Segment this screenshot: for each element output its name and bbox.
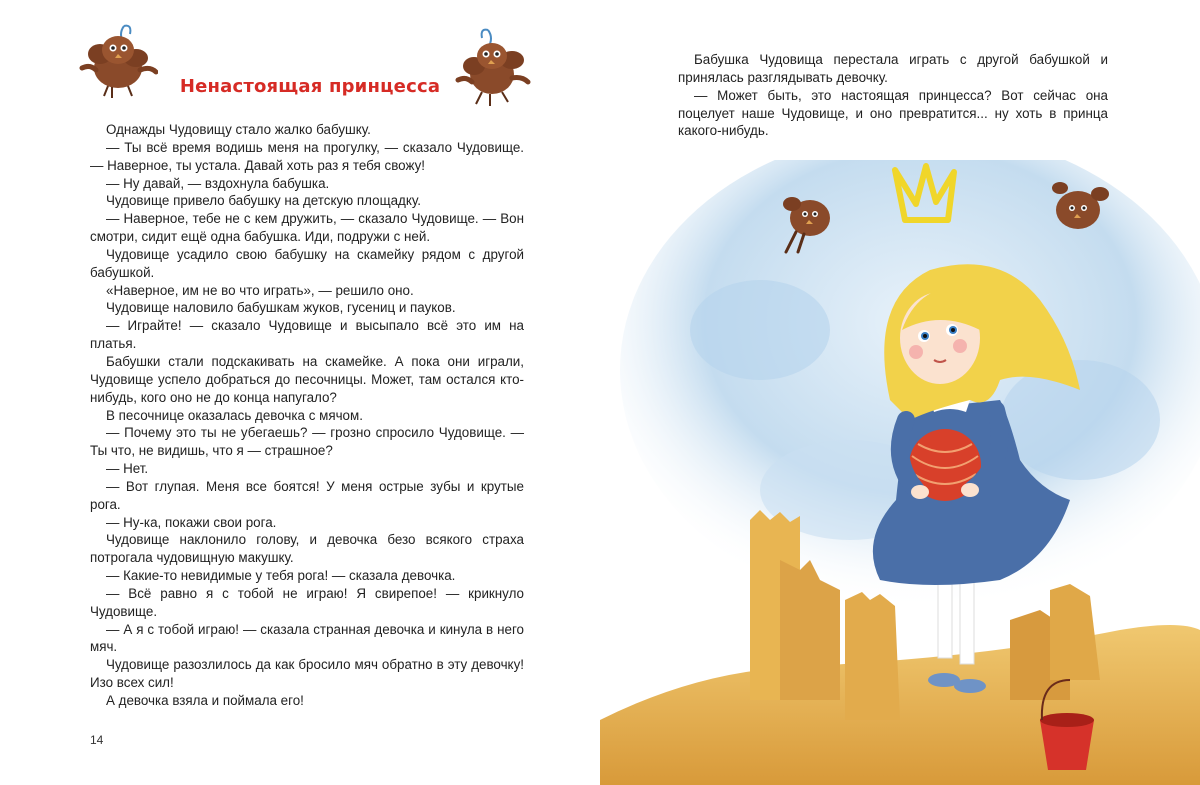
paragraph: — Вот глупая. Меня все боятся! У меня острые зубы и крутые рога. [90,478,524,512]
paragraph: Чудовище разозлилось да как бросило мяч обратно в эту девочку! Изо всех сил! [90,657,524,691]
princess-illustration [600,160,1200,785]
paragraph: А девочка взяла и поймала его! [106,693,304,708]
paragraph: Чудовище усадило свою бабушку на скамейку рядом с другой бабушкой. [90,246,524,280]
paragraph: — Какие-то невидимые у тебя рога! — сказала девочка. [106,568,456,584]
paragraph: Чудовище наклонило голову, и девочка безо всякого страха потрогала чудовищную макушку. [90,532,524,566]
paragraph: — Ну давай, — вздохнула бабушка. [106,175,330,191]
paragraph: «Наверное, им не во что играть», — решило оно. [106,282,414,298]
paragraph: — Может быть, это настоящая принцесса? Вот сейчас она поцелует наше Чудовище, и оно превратится... ну хоть в принца какого-нибудь. [678,87,1108,139]
paragraph: Чудовище наловило бабушкам жуков, гусениц и пауков. [106,300,456,316]
paragraph: Бабушки стали подскакивать на скамейке. А пока они играли, Чудовище успело добраться до песочницы. Может, там остался кто-нибудь, кого оно не до конца напугало? [90,353,524,405]
bird-icon [452,26,532,108]
paragraph: — Всё равно я с тобой не играю! Я свирепое! — крикнуло Чудовище. [90,585,524,619]
sand-castle [845,592,900,720]
bird-icon [78,20,158,102]
paragraph: — Ты всё время водишь меня на прогулку, — сказало Чудовище. — Наверное, ты устала. Давай хоть раз я тебя свожу! [90,139,524,173]
story-text-continued [678,51,1108,140]
chapter-title: Ненастоящая принцесса [179,76,441,97]
right-page [600,0,1200,785]
sand-ground [600,625,1200,785]
paragraph: — Почему это ты не убегаешь? — грозно спросило Чудовище. — Ты что, не видишь, что я — страшное? [90,425,524,459]
story-text [90,121,524,710]
paragraph: Однажды Чудовищу стало жалко бабушку. [106,122,371,137]
page-number: 14 [90,733,104,747]
sand-castle [1050,584,1100,680]
paragraph: Бабушка Чудовища перестала играть с другой бабушкой и принялась разглядывать девочку. [678,52,1108,85]
paragraph: — А я с тобой играю! — сказала странная девочка и кинула в него мяч. [90,621,524,655]
paragraph: — Нет. [106,461,149,477]
paragraph: Чудовище привело бабушку на детскую площадку. [106,193,421,209]
paragraph: — Наверное, тебе не с кем дружить, — сказало Чудовище. — Вон смотри, сидит ещё одна бабушка. Иди, подружи с ней. [90,211,524,245]
paragraph: В песочнице оказалась девочка с мячом. [106,407,363,423]
paragraph: — Ну-ка, покажи свои рога. [106,514,277,530]
paragraph: — Играйте! — сказало Чудовище и высыпало всё это им на платья. [90,318,524,352]
